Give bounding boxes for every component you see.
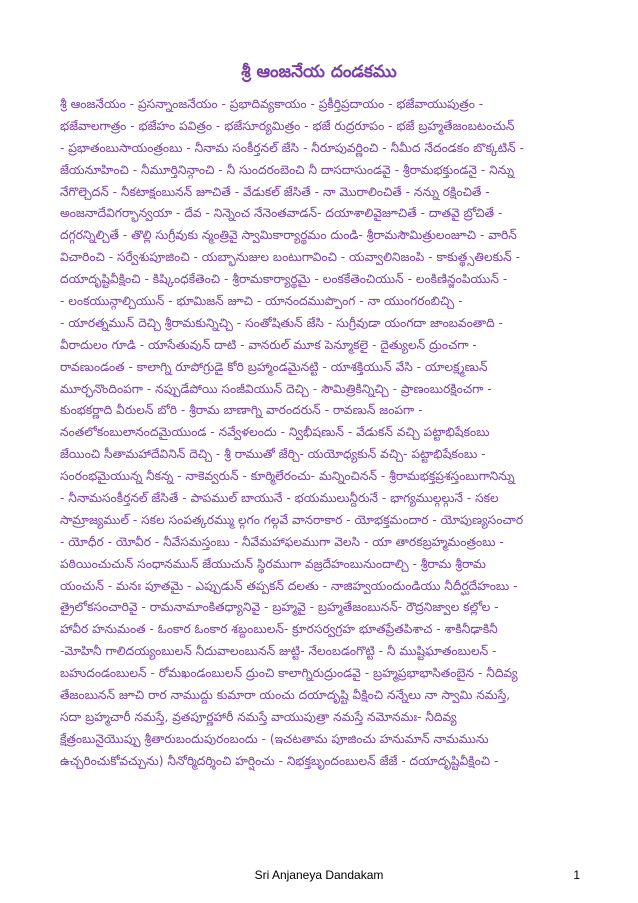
text-line: త్రైలోకసంచారివై - రామనామాంకితధ్యానివై - బ్రహ్మవై - బ్రహ్మతేజంబునన్- రౌద్రనిజ్వాల కల్లోల - xyxy=(60,600,499,615)
text-line: జేయనూహించి - నీమూర్తినిన్గాంచి - నీ సుందరంబెంచి నీ దాసదాసుండవై - శ్రీరామభక్తుండనై - నిన్ను xyxy=(60,162,515,177)
text-line: క్షేత్రంబునైయొప్పు శ్రీతారుబందుపురంబందు - (ఇచటతామ పూజించు హనుమాన్ నామమును xyxy=(60,731,489,746)
text-line: దగ్గరన్నిల్చితే - తొల్లి సుగ్రీవుకు న్మంత్రివై స్వామికార్యార్థమం దుండి- శ్రీరామసౌమిత్రులంజూచి - వారిన్ xyxy=(60,228,517,243)
text-line: అంజనాదేవిగర్భాన్వయా - దేవ - నిన్నెంచ నేనెంతవాడన్- దయాశాలివైజూచితే - దాతవై బ్రోచితే - xyxy=(60,206,503,221)
text-line: భజేవాలగాత్రం - భజేహం పవిత్రం - భజేసూర్యమిత్రం - భజే రుద్రరూపం - భజే బ్రహ్మతేజంబటంచున్ xyxy=(60,118,515,133)
text-line: ఉచ్చరించుకోవచ్చును) నీనోర్మిదర్శించి హర్షించు - నిభక్తబృందంబులన్ జేజే - దయాదృష్టివీక్షించి - xyxy=(60,753,499,768)
text-line: సామ్రాజ్యముల్ - సకల సంపత్కరమ్ము ల్గగం గల్గవే వానరాకార - యోభక్తమందార - యోపుణ్యసంచార xyxy=(60,512,524,527)
text-line: వీరాదులం గూడి - యాసేతువున్ దాటి - వానరుల్ మూక పెన్మూకలై - దైత్యులన్ ద్రుంచగా - xyxy=(60,337,477,352)
text-line: యంచున్ - మనః పూతమై - ఎప్పుడున్ తప్పకన్ దలతు - నాజిహ్వయందుండియు నీదీర్ఘదేహంబు - xyxy=(60,578,518,593)
footer-title: Sri Anjaneya Dandakam xyxy=(254,868,384,882)
text-line: విచారించి - సర్వేశుపూజించి - యబ్భానుజుల బంటుగావించి - యవ్వాలినిజంపి - కాకుత్థ్సతిలకున్ - xyxy=(60,250,520,265)
text-line: పఠియించుచున్ సంధానమున్ జేయుచున్ స్థిరముగా వజ్రదేహంబునుందాల్చి - శ్రీరామ శ్రీరామ xyxy=(60,556,486,571)
text-line: సదా బ్రహ్మచారీ నమస్తే, వ్రతపూర్ణహారీ నమస్తే వాయుపుత్రా నమస్తే నమోనమః- నీదివ్య xyxy=(60,709,457,724)
text-line: నేగొల్చెదన్ - నీకటాక్షంబునన్ జూచితే - వేడుకల్ జేసితే - నా మొరాలించితే - నన్ను రక్షించితే - xyxy=(60,184,490,199)
text-line: సంరంభమైయున్న నీకన్న - నాకెవ్వరున్ - కూర్మిలేరంచు- మన్నించినన్ - శ్రీరామభక్తప్రశస్తంబుగానిన్ను xyxy=(60,469,515,484)
text-line: హావీర హనుమంత - ఓంకార ఓంకార శబ్దంబులన్- క్రూరసర్వగ్రహ భూతప్రేతపిశాచ - శాకినీఢాకినీ xyxy=(60,622,498,637)
text-line: నంతలోకంబులానందమైయుండ - నవ్వేళలందు - న్విభీషణున్ - వేడుకన్ వచ్చి పట్టాభిషేకంబు xyxy=(60,425,490,440)
text-line: - లంకయున్గాల్చియున్ - భూమిజన్ జూచి - యానందముప్పొంగ - నా యుంగరంబిచ్చి - xyxy=(60,294,463,309)
body-text xyxy=(60,94,590,773)
text-line: - ప్రభాతంబుసాయంత్రంబు - నీనామ సంకీర్తనల్ జేసి - నీరూపువర్ణించి - నీమీద నేదండకం బొక్కటిన్ - xyxy=(60,140,524,155)
page-number: 1 xyxy=(573,868,580,882)
document-title: శ్రీ ఆంజనేయ దండకము xyxy=(241,62,397,82)
text-line: శ్రీ ఆంజనేయం - ప్రసన్నాంజనేయం - ప్రభాదివ్యకాయం - ప్రకీర్తిప్రదాయం - భజేవాయుపుత్రం - xyxy=(60,97,484,111)
text-line: బహుదండంబులన్ - రోమఖండంబులన్ ద్రుంచి కాలాగ్నిరుద్రుండవై - బ్రహ్మప్రభాభాసితంబైన - నీదివ్య xyxy=(60,666,518,681)
text-line: జేయించి సీతామహాదేవినిన్ దెచ్చి - శ్రీ రాముతో జేర్చి- యయోధ్యకున్ వచ్చి- పట్టాభిషేకంబు - xyxy=(60,447,486,462)
text-line: - యారత్నమున్ దెచ్చి శ్రీరామకున్నిచ్చి - సంతోషితున్ జేసి - సుగ్రీవుడా యంగదా జాంబవంతాది - xyxy=(60,315,503,330)
text-line: కుంభకర్ణాది వీరులన్ బోరి - శ్రీరామ బాణాగ్ని వారందరున్ - రావణున్ జంపగా - xyxy=(60,403,423,418)
text-line: - యోధీర - యోవీర - నీవేసమస్తంబు - నీవేమహాఫలముగా వెలసి - యా తారకబ్రహ్మమంత్రంబు - xyxy=(60,534,504,549)
text-line: తేజంబునన్ జూచి రార నాముద్దు కుమారా యంచు దయాదృష్టి వీక్షించి నన్నేలు నా స్వామి నమస్తే, xyxy=(60,688,511,703)
text-line: - నీనామసంకీర్తనల్ జేసితే - పాపముల్ బాయునే - భయములున్దీరునే - భాగ్యముల్గల్గునే - సకల xyxy=(60,491,499,506)
text-line: దయాదృష్టివీక్షించి - కిష్కింధకేతెంచి - శ్రీరామకార్యార్థమై - లంకకేతెంచియున్ - లంకిణిన్జంపియున్ - xyxy=(60,272,508,287)
text-line: రావణుండంత - కాలాగ్ని రూపోగ్రుడై కోరి బ్రహ్మాండమైనట్టి - యాశక్తియున్ వేసి - యాలక్ష్మణున్ xyxy=(60,359,488,374)
text-line: -మోహినీ గాలిదయ్యంబులన్ నీదువాలంబునన్ జుట్టి- నేలంబడంగొట్టి - నీ ముష్టిఘాతంబులన్ - xyxy=(60,644,497,659)
text-line: మూర్ఛనొందింపగా - నప్పుడేపోయి సంజీవియున్ దెచ్చి - సౌమిత్రికిన్నిచ్చి - ప్రాణంబురక్షించగా - xyxy=(60,381,492,396)
